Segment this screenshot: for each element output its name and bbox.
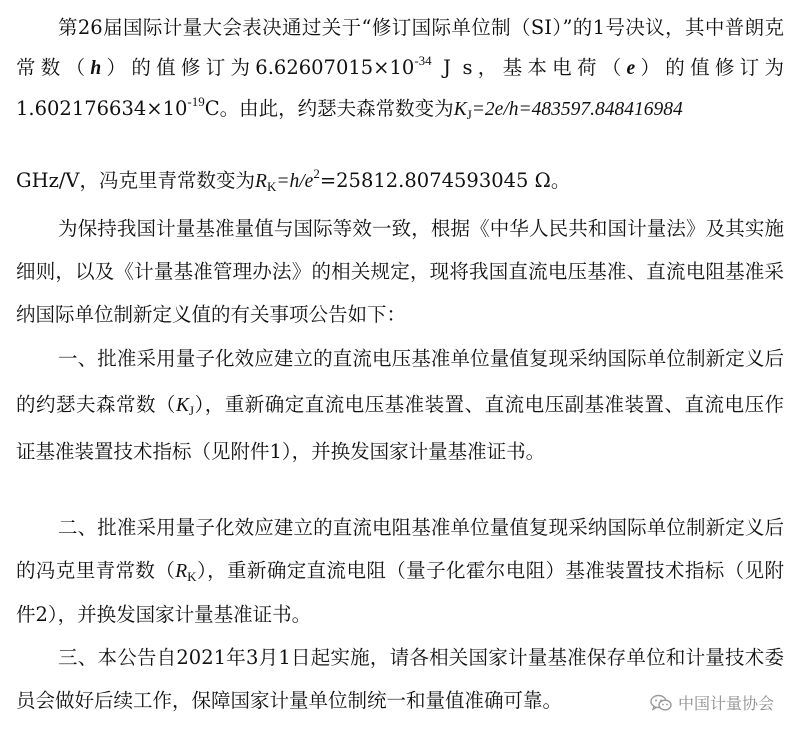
text: GHz/V，冯克里青常数变为 — [16, 169, 256, 192]
josephson-subscript: J — [466, 107, 472, 122]
text: ），重新确定直流电压基准装置、直流电压副基准装置、直流电压作证基准装置技术指标（见附件1），并换发国家计量基准证书。 — [16, 393, 784, 463]
klitzing-subscript: K — [187, 569, 197, 584]
josephson-formula: =2e/h=483597.848416984 — [471, 99, 683, 120]
klitzing-formula: =h/e — [276, 171, 314, 192]
text: ）的值修订为6.62607015×10 — [101, 56, 415, 79]
text: ），重新确定直流电阻（量子化霍尔电阻）基准装置技术指标（见附件2），并换发国家计量基准证书。 — [16, 559, 784, 626]
text: C。由此，约瑟夫森常数变为 — [204, 97, 454, 120]
charge-symbol: e — [626, 58, 636, 79]
paragraph-item-1 — [0, 336, 798, 475]
text: =25812.8074593045 Ω。 — [319, 169, 571, 192]
planck-symbol: h — [90, 58, 102, 79]
klitzing-subscript: K — [266, 179, 277, 194]
wechat-icon — [650, 694, 672, 712]
text: ）的值修订为1.602176634×10 — [16, 56, 784, 120]
text: J s，基本电荷（ — [431, 56, 627, 79]
planck-exponent: -34 — [414, 53, 432, 68]
text: 二、批准采用量子化效应建立的直流电阻基准单位量值复现采纳国际单位制新定义后的冯克里青常数（ — [16, 516, 784, 582]
paragraph-klitzing — [0, 161, 798, 202]
josephson-symbol: K — [453, 99, 467, 120]
klitzing-symbol: R — [255, 171, 267, 192]
paragraph-item-3: 三、本公告自2021年3月1日起实施，请各相关国家计量基准保存单位和计量技术委员会做好后续工作，保障国家计量单位制统一和量值准确可靠。 — [16, 646, 784, 712]
klitzing-symbol: R — [175, 561, 188, 582]
watermark — [648, 691, 776, 714]
text: 一、批准采用量子化效应建立的直流电压基准单位量值复现采纳国际单位制新定义后的约瑟夫森常数（ — [16, 347, 784, 416]
watermark-text: 中国计量协会 — [677, 694, 774, 713]
paragraph-resolution — [0, 8, 798, 130]
josephson-subscript: J — [188, 403, 195, 418]
paragraph-item-2 — [0, 506, 798, 636]
charge-exponent: -19 — [187, 94, 205, 109]
klitzing-exponent: 2 — [313, 166, 320, 181]
text: 第26届国际计量大会表决通过关于“修订国际单位制（SI）”的1号决议，其中普朗克常数（ — [16, 16, 784, 79]
paragraph-basis: 为保持我国计量基准量值与国际等效一致，根据《中华人民共和国计量法》及其实施细则，以及《计量基准管理办法》的相关规定，现将我国直流电压基准、直流电阻基准采纳国际单位制新定义值的有关事项公告如下： — [16, 217, 784, 326]
josephson-symbol: K — [175, 395, 189, 416]
